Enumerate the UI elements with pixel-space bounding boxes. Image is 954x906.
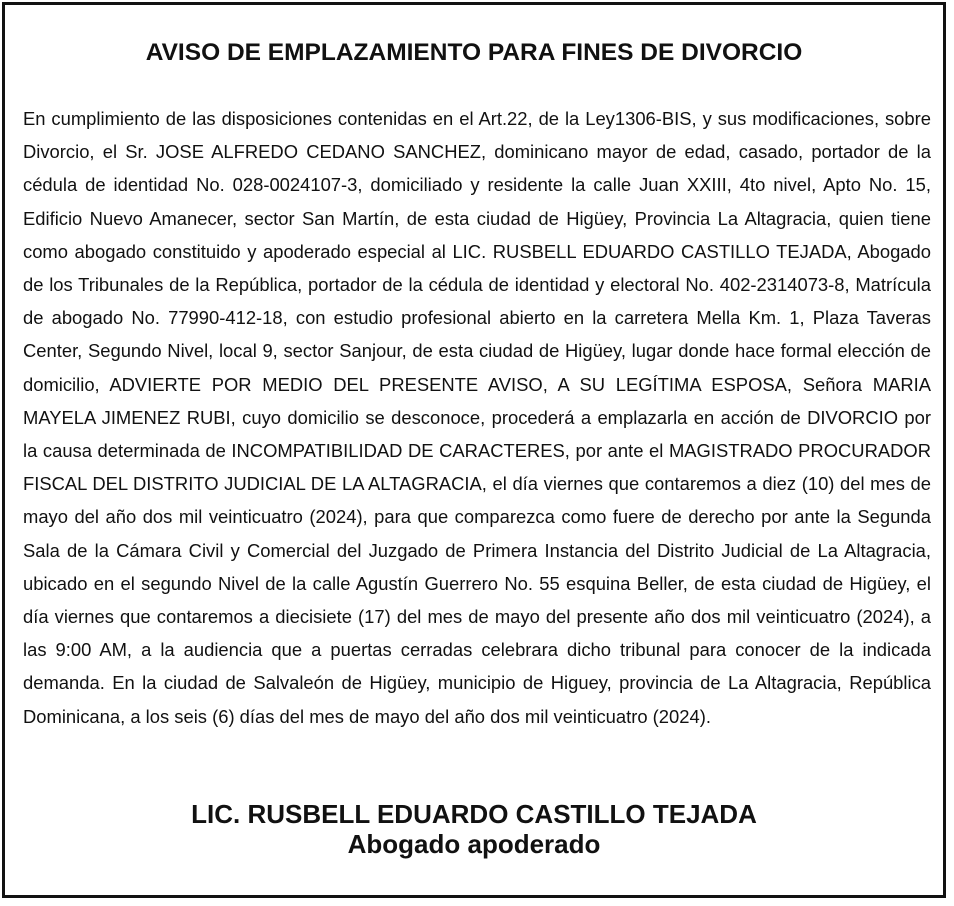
notice-body: En cumplimiento de las disposiciones contenidas en el Art.22, de la Ley1306-BIS, y sus modificaciones, sobre Divorcio, el Sr. JOSE ALFREDO CEDANO SANCHEZ, dominicano mayor de edad, casado, portador de la cédula de identidad No. 028-0024107-3, domiciliado y residente la calle Juan XXIII, 4to nivel, Apto No. 15, Edificio Nuevo Amanecer, sector San Martín, de esta ciudad de Higüey, Provincia La Altagracia, quien tiene como abogado constituido y apoderado especial al LIC. RUSBELL EDUARDO CASTILLO TEJADA, Abogado de los Tribunales de la República, portador de la cédula de identidad y electoral No. 402-2314073-8, Matrícula de abogado No. 77990-412-18, con estudio profesional abierto en la carretera Mella Km. 1, Plaza Taveras Center, Segundo Nivel, local 9, sector Sanjour, de esta ciudad de Higüey, lugar donde hace formal elección de domicilio, ADVIERTE POR MEDIO DEL PRESENTE AVISO, A SU LEGÍTIMA ESPOSA, Señora MARIA MAYELA JIMENEZ RUBI, cuyo domicilio se desconoce, procederá a emplazarla en acción de DIVORCIO por la causa determinada de INCOMPATIBILIDAD DE CARACTERES, por ante el MAGISTRADO PROCURADOR FISCAL DEL DISTRITO JUDICIAL DE LA ALTAGRACIA, el día viernes que contaremos a diez (10) del mes de mayo del año dos mil veinticuatro (2024), para que comparezca como fuere de derecho por ante la Segunda Sala de la Cámara Civil y Comercial del Juzgado de Primera Instancia del Distrito Judicial de La Altagracia, ubicado en el segundo Nivel de la calle Agustín Guerrero No. 55 esquina Beller, de esta ciudad de Higüey, el día viernes que contaremos a diecisiete (17) del mes de mayo del presente año dos mil veinticuatro (2024), a las 9:00 AM, a la audiencia que a puertas cerradas celebrara dicho tribunal para conocer de la indicada demanda. En la ciudad de Salvaleón de Higüey, municipio de Higuey, provincia de La Altagracia, República Dominicana, a los seis (6) días del mes de mayo del año dos mil veinticuatro (2024). [23,108,931,727]
notice-frame [2,2,946,898]
notice-title: AVISO DE EMPLAZAMIENTO PARA FINES DE DIVORCIO [145,39,803,66]
signature-name: LIC. RUSBELL EDUARDO CASTILLO TEJADA [191,799,757,829]
signature-block [5,799,943,859]
signature-role: Abogado apoderado [347,829,601,859]
